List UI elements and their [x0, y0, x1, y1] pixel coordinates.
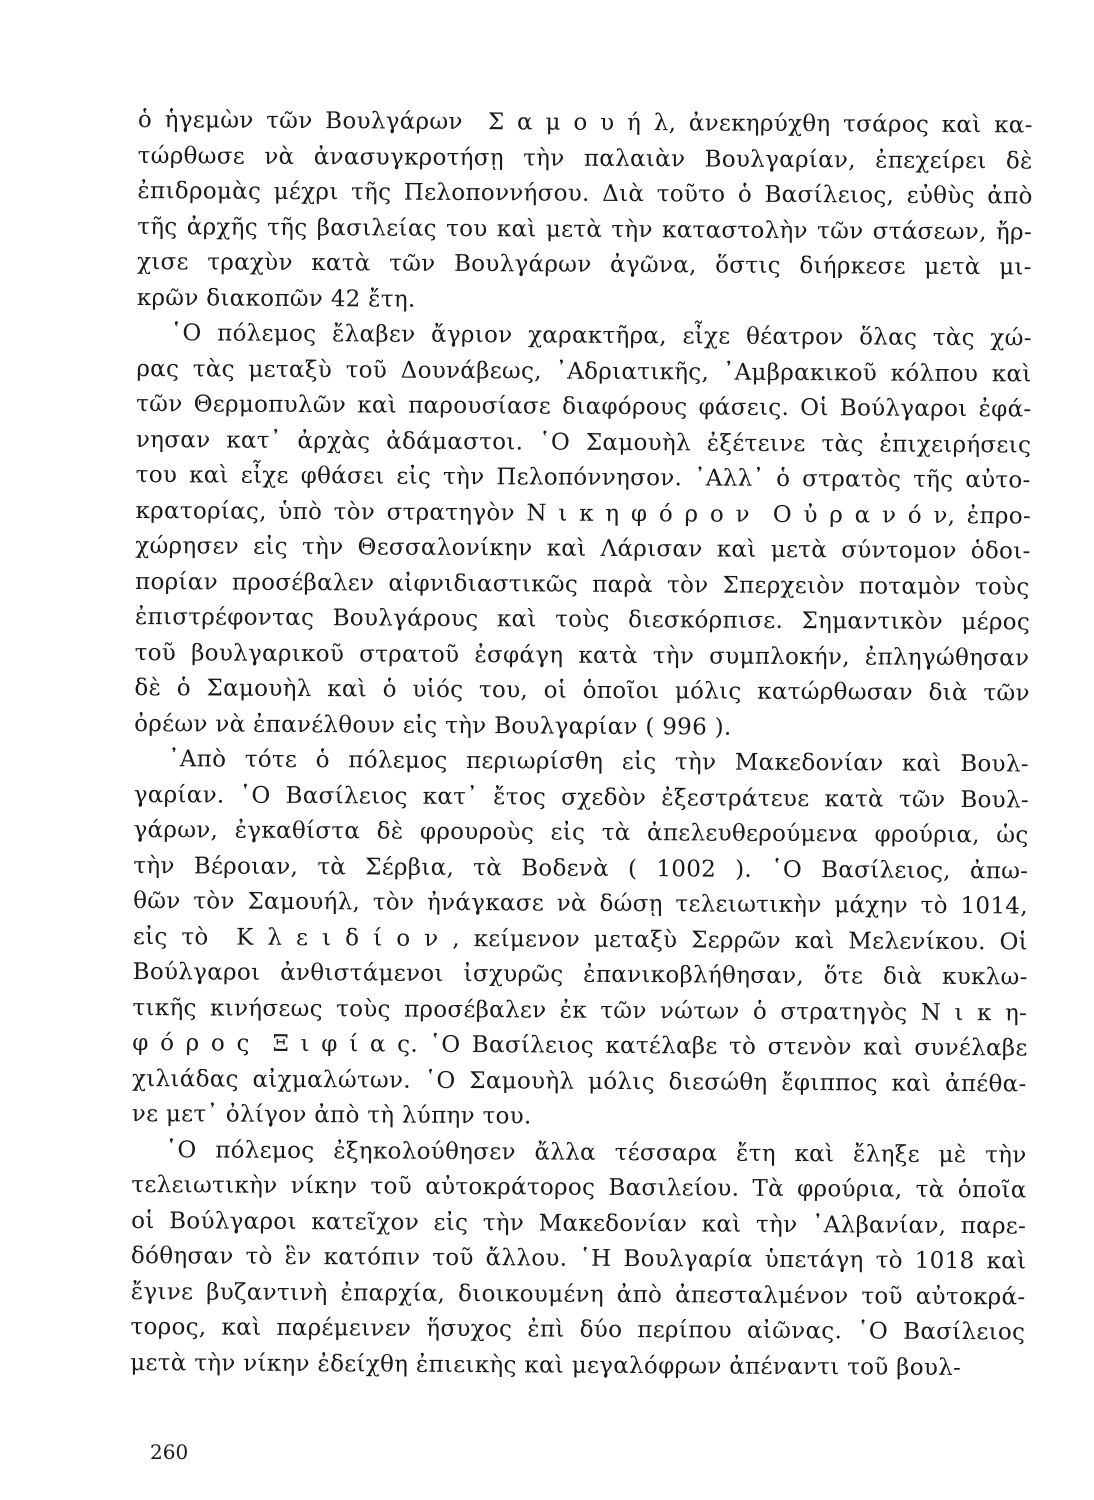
text-line: χιλιάδας αἰχμαλώτων. ῾Ο Σαμουὴλ μόλις διεσώθη ἔφιππος καὶ ἀπέθα- — [131, 1065, 1027, 1097]
text-line: νησαν κατ᾿ ἀρχὰς ἀδάμαστοι. ῾Ο Σαμουὴλ ἐξέτεινε τὰς ἐπιχειρήσεις — [135, 426, 1032, 458]
text-line: τοῦ βουλγαρικοῦ στρατοῦ ἐσφάγη κατὰ τὴν συμπλοκήν, ἐπληγώθησαν — [134, 639, 1030, 671]
text-line: φ ό ρ ο ς Ξ ι φ ί α ς. ῾Ο Βασίλειος κατέλαβε τὸ στενὸν καὶ συνέλαβε — [132, 1029, 1028, 1062]
text-line: γαρίαν. ῾Ο Βασίλειος κατ᾿ ἔτος σχεδὸν ἐξεστράτευε κατὰ τῶν Βουλ- — [133, 781, 1030, 813]
text-line: ἐπιστρέφοντας Βουλγάρους καὶ τοὺς διεσκόρπισε. Σημαντικὸν μέρος — [134, 603, 1031, 636]
text-line: τελειωτικὴν νίκην τοῦ αὐτοκράτορος Βασιλείου. Τὰ φρούρια, τὰ ὁποῖα — [131, 1171, 1027, 1204]
text-line: τικῆς κινήσεως τοὺς προσέβαλεν ἐκ τῶν νώτων ὁ στρατηγὸς Ν ι κ η- — [132, 994, 1028, 1026]
text-line: τὴν Βέροιαν, τὰ Σέρβια, τὰ Βοδενὰ ( 1002 ). ῾Ο Βασίλειος, ἀπω- — [133, 852, 1029, 884]
text-line: του καὶ εἶχε φθάσει εἰς τὴν Πελοπόννησον. ᾿Αλλ᾿ ὁ στρατὸς τῆς αὐτο- — [135, 461, 1031, 494]
text-line: ἔγινε βυζαντινὴ ἐπαρχία, διοικουμένη ἀπὸ ἀπεσταλμένον τοῦ αὐτοκρά- — [130, 1278, 1026, 1310]
text-line: οἱ Βούλγαροι κατεῖχον εἰς τὴν Μακεδονίαν καὶ τὴν ᾿Αλβανίαν, παρε- — [131, 1207, 1027, 1239]
text-line: ὁ ἡγεμὼν τῶν Βουλγάρων Σ α μ ο υ ή λ, ἀνεκηρύχθη τσάρος καὶ κα- — [137, 106, 1033, 139]
text-line: εἰς τὸ Κ λ ε ι δ ί ο ν , κείμενον μεταξὺ Σερρῶν καὶ Μελενίκου. Οἱ — [132, 923, 1029, 955]
text-line: μετὰ τὴν νίκην ἐδείχθη ἐπιεικὴς καὶ μεγαλόφρων ἀπέναντι τοῦ βουλ- — [130, 1349, 962, 1381]
text-line: τῶν Θερμοπυλῶν καὶ παρουσίασε διαφόρους φάσεις. Οἱ Βούλγαροι ἐφά- — [136, 390, 1032, 423]
text-line: Βούλγαροι ἀνθιστάμενοι ἰσχυρῶς ἐπανικοβλήθησαν, ὅτε διὰ κυκλω- — [132, 958, 1028, 991]
text-line: κρατορίας, ὑπὸ τὸν στρατηγὸν Ν ι κ η φ ό ρ ο ν Ο ὐ ρ α ν ό ν, ἐπρο- — [135, 497, 1032, 529]
text-line: κρῶν διακοπῶν 42 ἔτη. — [136, 284, 416, 313]
text-line: τῆς ἀρχῆς τῆς βασιλείας του καὶ μετὰ τὴν καταστολὴν τῶν στάσεων, ἤρ- — [137, 213, 1033, 245]
text-line: πορίαν προσέβαλεν αἰφνιδιαστικῶς παρὰ τὸν Σπερχειὸν ποταμὸν τοὺς — [134, 568, 1030, 600]
text-line: ρας τὰς μεταξὺ τοῦ Δουνάβεως, ᾿Αδριατικῆς, ᾿Αμβρακικοῦ κόλπου καὶ — [136, 355, 1032, 387]
text-line: ᾿Απὸ τότε ὁ πόλεμος περιωρίσθη εἰς τὴν Μακεδονίαν καὶ Βουλ- — [167, 746, 1029, 778]
page-number: 260 — [150, 1440, 189, 1464]
text-line: θῶν τὸν Σαμουήλ, τὸν ἠνάγκασε νὰ δώσῃ τελειωτικὴν μάχην τὸ 1014, — [133, 887, 1028, 920]
text-line: νε μετ᾿ ὀλίγον ἀπὸ τὴ λύπην του. — [131, 1100, 532, 1130]
text-line: τορος, καὶ παρέμεινεν ἥσυχος ἐπὶ δύο περίπου αἰῶνας. ῾Ο Βασίλειος — [130, 1313, 1026, 1346]
text-line: δόθησαν τὸ ἓν κατόπιν τοῦ ἄλλου. ῾Η Βουλγαρία ὑπετάγη τὸ 1018 καὶ — [130, 1242, 1027, 1275]
text-line: ὀρέων νὰ ἐπανέλθουν εἰς τὴν Βουλγαρίαν ( 996 ). — [134, 710, 732, 741]
text-line: ἐπιδρομὰς μέχρι τῆς Πελοποννήσου. Διὰ τοῦτο ὁ Βασίλειος, εὐθὺς ἀπὸ — [137, 177, 1033, 210]
text-line: δὲ ὁ Σαμουὴλ καὶ ὁ υἱός του, οἱ ὁποῖοι μόλις κατώρθωσαν διὰ τῶν — [134, 674, 1030, 707]
text-line: γάρων, ἐγκαθίστα δὲ φρουροὺς εἰς τὰ ἀπελευθερούμενα φρούρια, ὡς — [133, 816, 1029, 849]
text-line: χισε τραχὺν κατὰ τῶν Βουλγάρων ἀγῶνα, ὅστις διήρκεσε μετὰ μι- — [136, 248, 1032, 281]
body-text — [130, 103, 1033, 1386]
text-line: τώρθωσε νὰ ἀνασυγκροτήσῃ τὴν παλαιὰν Βουλγαρίαν, ἐπεχείρει δὲ — [137, 142, 1033, 174]
text-line: χώρησεν εἰς τὴν Θεσσαλονίκην καὶ Λάρισαν καὶ μετὰ σύντομον ὁδοι- — [135, 532, 1031, 565]
text-line: ῾Ο πόλεμος ἐξηκολούθησεν ἄλλα τέσσαρα ἔτη καὶ ἔληξε μὲ τὴν — [165, 1136, 1027, 1168]
text-line: ῾Ο πόλεμος ἔλαβεν ἄγριον χαρακτῆρα, εἶχε θέατρον ὅλας τὰς χώ- — [170, 320, 1032, 352]
